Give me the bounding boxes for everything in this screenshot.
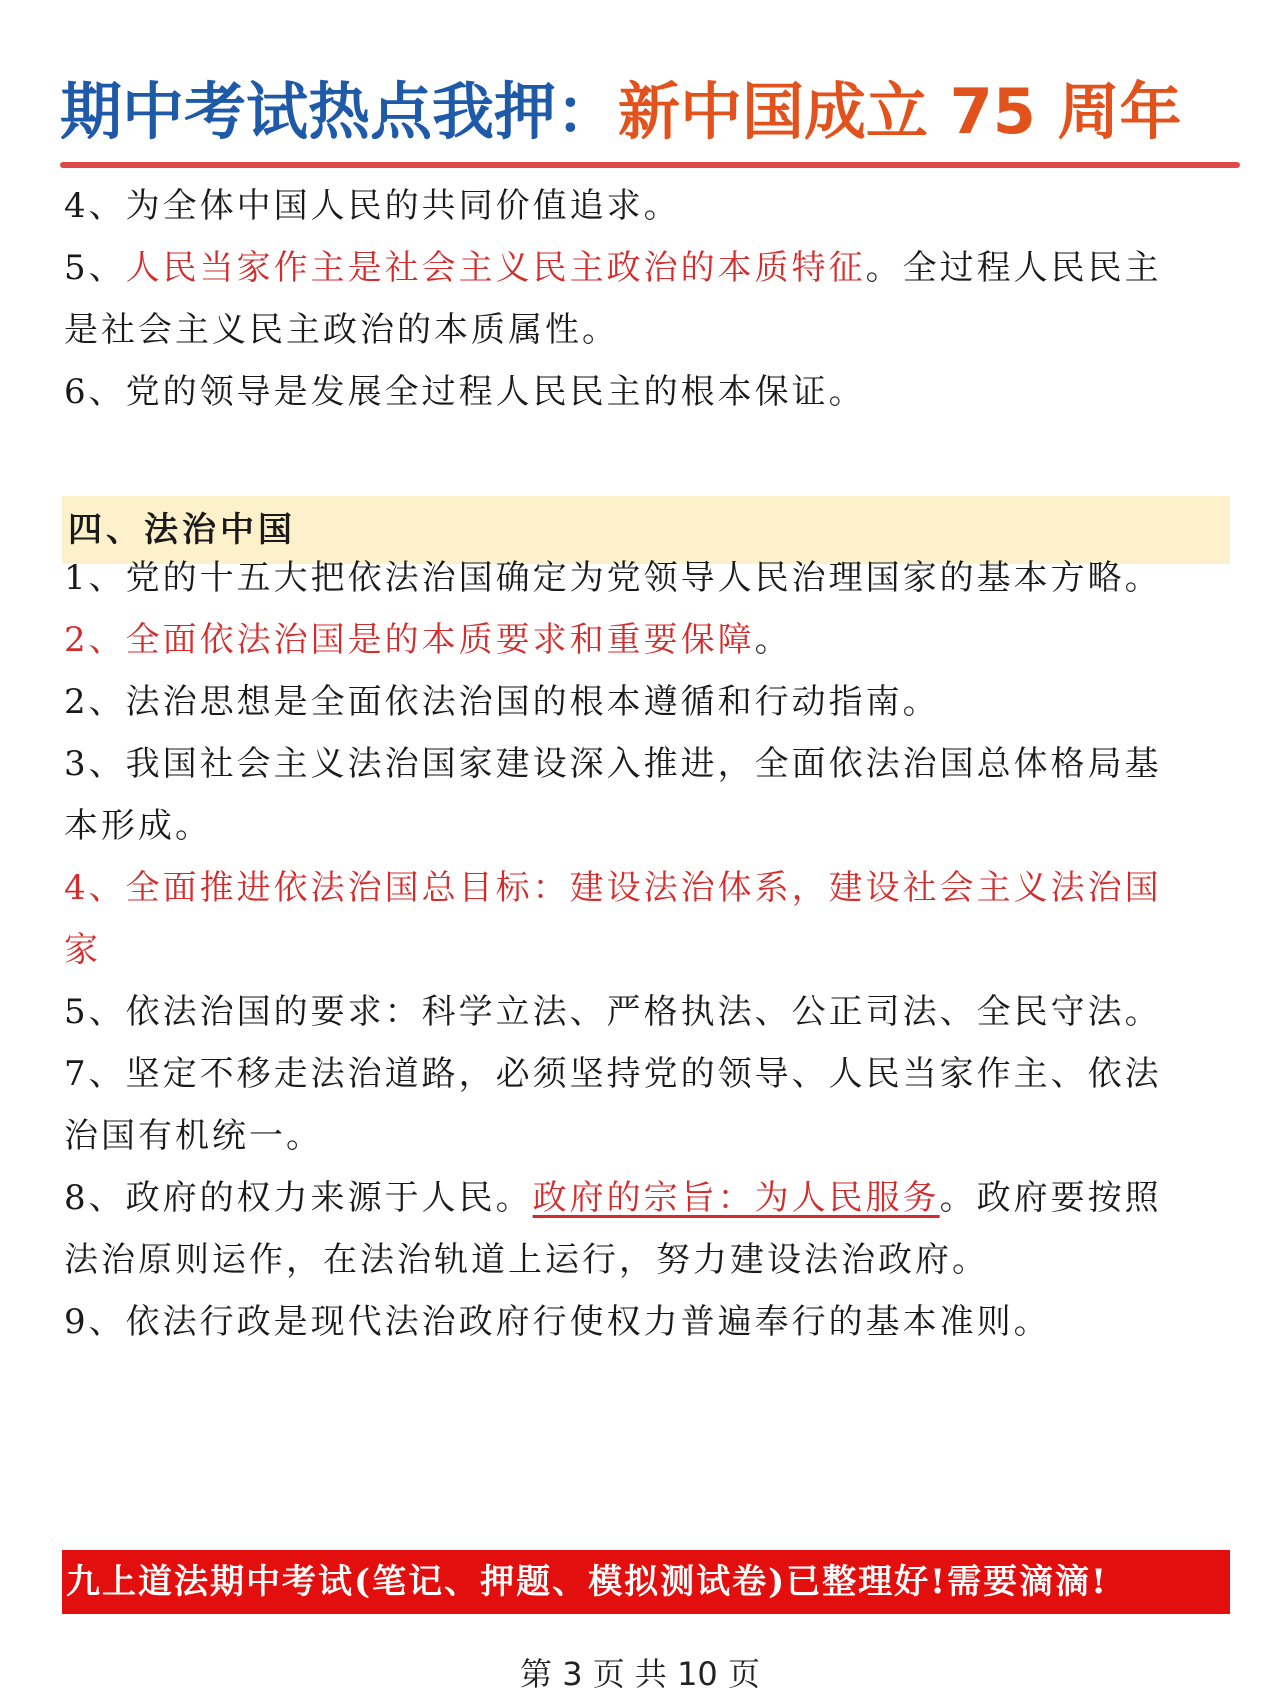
text-line: 4、为全体中国人民的共同价值追求。 <box>64 186 681 226</box>
section-title: 四、法治中国 <box>68 510 296 550</box>
text-line: 6、党的领导是发展全过程人民民主的根本保证。 <box>64 372 866 412</box>
text-line: 5、人民当家作主是社会主义民主政治的本质特征。全过程人民民主 <box>64 248 1162 288</box>
text-line: 9、依法行政是现代法治政府行使权力普遍奉行的基本准则。 <box>64 1302 1051 1342</box>
title-divider <box>60 162 1240 168</box>
text-line: 本形成。 <box>64 806 212 846</box>
page-title-part2: 新中国成立 75 周年 <box>618 75 1182 148</box>
text-line: 3、我国社会主义法治国家建设深入推进，全面依法治国总体格局基 <box>64 744 1162 784</box>
text-line: 7、坚定不移走法治道路，必须坚持党的领导、人民当家作主、依法 <box>64 1054 1162 1094</box>
text-line: 是社会主义民主政治的本质属性。 <box>64 310 619 350</box>
highlight-text: 家 <box>64 930 101 970</box>
text-line: 1、党的十五大把依法治国确定为党领导人民治理国家的基本方略。 <box>64 558 1162 598</box>
highlight-text: 人民当家作主是社会主义民主政治的本质特征 <box>125 248 866 288</box>
text-line: 2、法治思想是全面依法治国的根本遵循和行动指南。 <box>64 682 940 722</box>
page-number: 第 3 页 共 10 页 <box>520 1655 760 1693</box>
promo-banner-text: 九上道法期中考试(笔记、押题、模拟测试卷)已整理好!需要滴滴! <box>66 1562 1109 1602</box>
highlight-text: 4、全面推进依法治国总目标：建设法治体系，建设社会主义法治国 <box>64 868 1162 908</box>
text-line: 治国有机统一。 <box>64 1116 323 1156</box>
page-title <box>60 62 1230 162</box>
page-title-part1: 期中考试热点我押： <box>60 75 619 148</box>
underlined-highlight-text: 政府的宗旨：为人民服务 <box>532 1178 940 1218</box>
text-line <box>64 866 1234 910</box>
text-line: 8、政府的权力来源于人民。政府的宗旨：为人民服务。政府要按照 <box>64 1178 1162 1218</box>
text-line: 2、全面依法治国是的本质要求和重要保障。 <box>64 620 792 660</box>
text-line: 法治原则运作，在法治轨道上运行，努力建设法治政府。 <box>64 1240 989 1280</box>
text-line <box>64 928 1234 972</box>
text-line: 5、依法治国的要求：科学立法、严格执法、公正司法、全民守法。 <box>64 992 1162 1032</box>
highlight-text: 2、全面依法治国是的本质要求和重要保障 <box>64 620 755 660</box>
